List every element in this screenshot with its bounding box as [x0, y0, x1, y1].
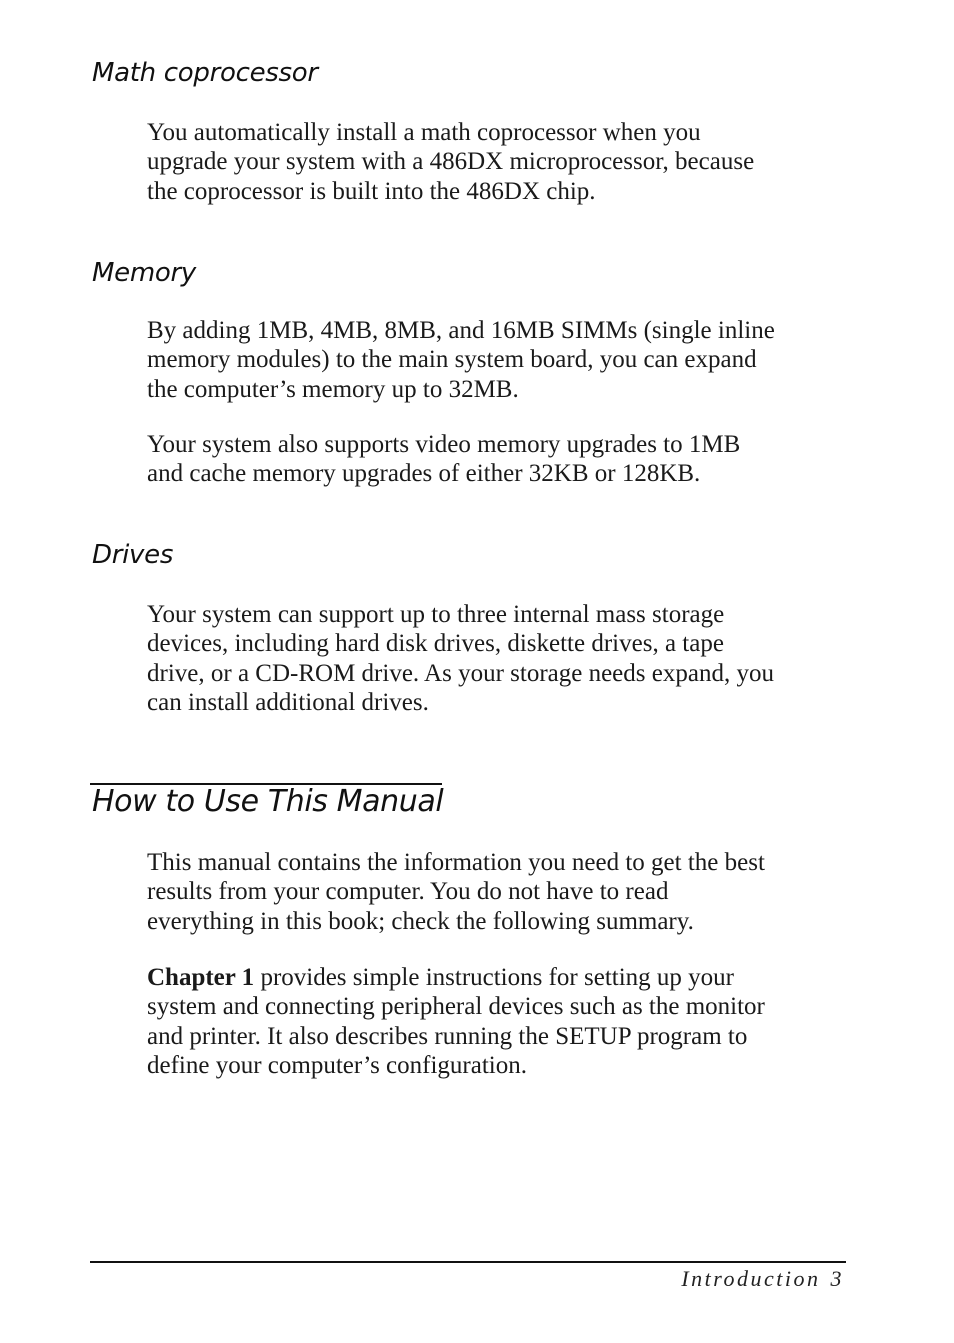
section-heading-drives: Drives — [92, 540, 174, 570]
paragraph-chapter-1-summary — [147, 963, 847, 1080]
text-line: drive, or a CD-ROM drive. As your storage needs expand, you — [147, 659, 774, 687]
text-line: Your system also supports video memory upgrades to 1MB — [147, 431, 741, 458]
text-line: and printer. It also describes running the SETUP program to — [147, 1022, 748, 1050]
text-line: the coprocessor is built into the 486DX chip. — [147, 177, 596, 205]
chapter-1-label: Chapter 1 — [147, 964, 255, 991]
text-line: upgrade your system with a 486DX microprocessor, because — [147, 148, 755, 176]
paragraph-memory-video-cache — [147, 430, 847, 489]
section-heading-how-to-use-manual: How to Use This Manual — [92, 784, 444, 819]
paragraph-math-coprocessor — [147, 118, 847, 206]
page-number: 3 — [830, 1266, 844, 1291]
text-line — [147, 963, 847, 992]
text-line: Your system can support up to three internal mass storage — [147, 601, 725, 628]
text-line: results from your computer. You do not have to read — [147, 878, 669, 906]
text-line: system and connecting peripheral devices such as the monitor — [147, 993, 765, 1021]
text-line: This manual contains the information you need to get the best — [147, 849, 765, 876]
text-line: devices, including hard disk drives, diskette drives, a tape — [147, 630, 724, 658]
page-footer — [681, 1266, 844, 1292]
chapter-1-description-start: provides simple instructions for setting up your — [254, 964, 734, 991]
text-line: everything in this book; check the following summary. — [147, 907, 694, 935]
footer-section-name: Introduction — [681, 1266, 821, 1291]
paragraph-drives — [147, 600, 847, 717]
section-heading-math-coprocessor: Math coprocessor — [92, 58, 318, 88]
text-line: memory modules) to the main system board, you can expand — [147, 346, 757, 374]
text-line: and cache memory upgrades of either 32KB or 128KB. — [147, 460, 701, 488]
text-line: the computer’s memory up to 32MB. — [147, 375, 519, 403]
text-line: can install additional drives. — [147, 688, 429, 716]
section-heading-memory: Memory — [92, 258, 196, 288]
paragraph-memory-simms — [147, 316, 847, 404]
paragraph-manual-intro — [147, 848, 847, 936]
text-line: define your computer’s configuration. — [147, 1051, 527, 1079]
footer-rule — [90, 1261, 846, 1263]
text-line: You automatically install a math coprocessor when you — [147, 119, 701, 146]
text-line: By adding 1MB, 4MB, 8MB, and 16MB SIMMs (single inline — [147, 317, 775, 344]
